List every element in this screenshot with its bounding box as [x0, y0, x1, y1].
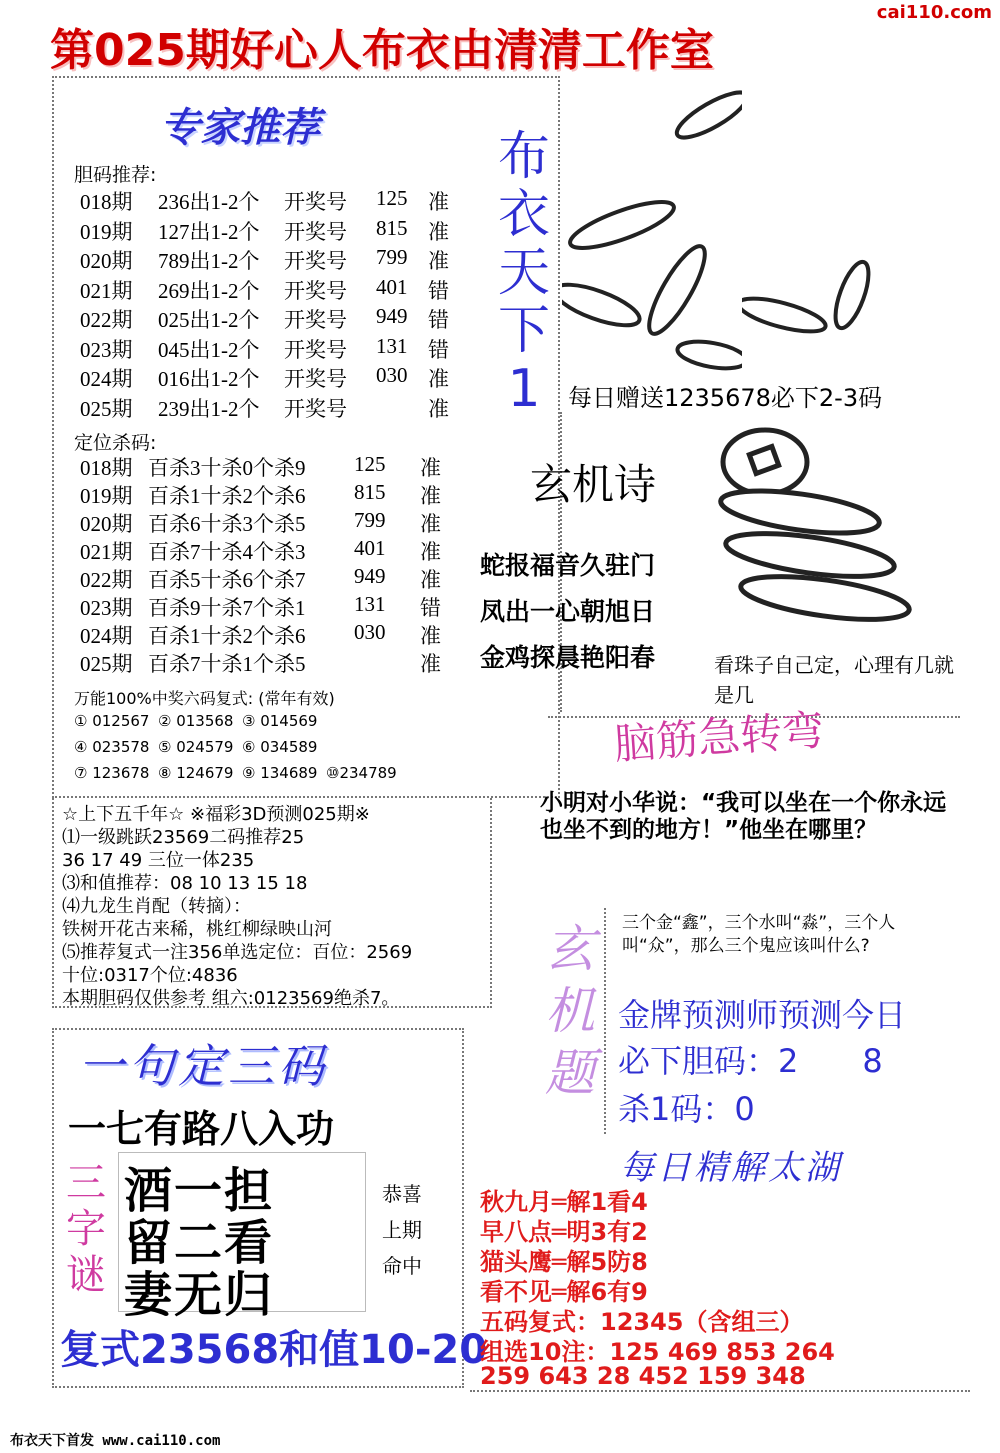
- gold-line-2: 必下胆码：2 8: [618, 1042, 883, 1080]
- footer-text: 布衣天下首发 www.cai110.com: [10, 1433, 221, 1449]
- result: 错: [420, 596, 441, 620]
- poem-line-3: 金鸡探晨艳阳春: [480, 643, 656, 672]
- pick: 025出1-2个: [158, 308, 260, 332]
- period: 022期: [80, 308, 133, 332]
- riddle-word-1: 酒一担: [124, 1163, 275, 1219]
- dan-row: [0, 363, 480, 391]
- combo-item: ⑥ 034589: [242, 738, 318, 756]
- result: 准: [420, 624, 441, 648]
- result: 准: [420, 540, 441, 564]
- period: 018期: [80, 190, 133, 214]
- result: 准: [428, 367, 449, 391]
- vertical-title-char: 天: [497, 243, 550, 303]
- kill-label: 定位杀码:: [74, 432, 157, 454]
- draw-label: 开奖号: [284, 396, 347, 421]
- history-line: 十位:0317个位:4836: [62, 965, 238, 986]
- combo-item: ② 013568: [158, 712, 234, 730]
- period: 023期: [80, 596, 133, 620]
- vertical-title-char: 下: [497, 301, 550, 361]
- result: 准: [428, 249, 449, 273]
- result: 错: [428, 308, 449, 332]
- mystery-label-char: 玄: [545, 920, 595, 978]
- draw-number: 131: [376, 333, 408, 358]
- poem-title: 玄机诗: [530, 460, 657, 509]
- riddle-label-char: 三: [66, 1160, 106, 1206]
- draw-number: 815: [354, 480, 386, 504]
- draw-number: 799: [354, 508, 386, 532]
- vertical-title-char: 衣: [497, 185, 550, 245]
- pick: 016出1-2个: [158, 367, 260, 391]
- result: 准: [420, 456, 441, 480]
- pick: 百杀3十杀0个杀9: [148, 456, 306, 480]
- draw-number: 949: [354, 564, 386, 588]
- brain-teaser-title: 脑筋急转弯: [612, 705, 826, 769]
- history-line: ⑷九龙生肖配（转摘）：: [62, 896, 251, 917]
- history-line: ☆上下五千年☆ ※福彩3D预测025期※: [62, 804, 370, 825]
- kill-row: [0, 592, 480, 620]
- period: 018期: [80, 456, 133, 480]
- period: 019期: [80, 219, 133, 244]
- brain-teaser-text: 小明对小华说：“我可以坐在一个你永远也坐不到的地方！”他坐在哪里？: [540, 790, 947, 843]
- combo-item: ⑩234789: [326, 764, 397, 782]
- daily-gift-text: 每日赠送1235678必下2-3码: [568, 384, 883, 412]
- period: 019期: [80, 484, 133, 508]
- result: 准: [420, 568, 441, 592]
- taihu-title: 每日精解太湖: [620, 1148, 842, 1188]
- dan-row: [0, 275, 480, 303]
- draw-number: 815: [376, 215, 408, 240]
- draw-number: 125: [354, 452, 386, 476]
- period: 023期: [80, 337, 133, 362]
- kill-row: [0, 508, 480, 536]
- pick: 百杀9十杀7个杀1: [148, 596, 306, 620]
- pick: 百杀7十杀4个杀3: [148, 540, 306, 564]
- dan-row: [0, 334, 480, 362]
- one-sentence-clue: 一七有路八入功: [68, 1107, 335, 1151]
- poem-line-1: 蛇报福音久驻门: [480, 551, 656, 580]
- mystery-label-char: 题: [545, 1044, 595, 1102]
- combo-sum-text: 复式23568和值10-20: [60, 1327, 488, 1373]
- taihu-line: 五码复式：12345（含组三）: [480, 1308, 804, 1336]
- one-sentence-title: 一句定三码: [78, 1039, 328, 1093]
- dan-label: 胆码推荐:: [74, 164, 157, 186]
- taihu-line: 看不见═解6有9: [480, 1278, 648, 1306]
- period: 025期: [80, 396, 133, 421]
- coin-stack-art: [710, 420, 960, 640]
- vertical-title-char: 布: [497, 127, 550, 187]
- kill-row: [0, 620, 480, 648]
- history-line: ⑶和值推荐：08 10 13 15 18: [62, 873, 308, 894]
- riddle-word-2: 留二看: [124, 1215, 275, 1271]
- period: 021期: [80, 540, 133, 564]
- draw-number: 401: [354, 536, 386, 560]
- draw-number: 125: [376, 186, 408, 210]
- history-line: ⑸推荐复式一注356单选定位：百位：2569: [62, 942, 413, 963]
- taihu-line: 早八点═明3有2: [480, 1218, 648, 1246]
- gold-line-1: 金牌预测师预测今日: [618, 996, 907, 1034]
- kill-row: [0, 452, 480, 480]
- combo-item: ③ 014569: [242, 712, 318, 730]
- pick: 789出1-2个: [158, 249, 260, 273]
- congrats-1: 恭喜: [382, 1182, 422, 1206]
- riddle-label-char: 谜: [66, 1252, 106, 1298]
- rice-grain-art: [562, 75, 742, 375]
- riddle-word-3: 妻无归: [124, 1267, 275, 1323]
- draw-label: 开奖号: [284, 308, 347, 332]
- period: 020期: [80, 249, 133, 273]
- draw-number: 949: [376, 304, 408, 328]
- taihu-line: 猫头鹰═解5防8: [480, 1248, 648, 1276]
- pick: 236出1-2个: [158, 190, 260, 214]
- gold-line-3: 杀1码：0: [618, 1090, 755, 1128]
- kill-row: [0, 564, 480, 592]
- combo-item: ⑤ 024579: [158, 738, 234, 756]
- taihu-line: 组选10注：125 469 853 264: [480, 1338, 835, 1366]
- dan-row: [0, 304, 480, 332]
- result: 错: [428, 337, 449, 362]
- result: 准: [420, 484, 441, 508]
- pick: 百杀1十杀2个杀6: [148, 624, 306, 648]
- pick: 百杀7十杀1个杀5: [148, 652, 306, 676]
- draw-number: 030: [376, 363, 408, 387]
- bead-note: 看珠子自己定，心理有几就是几: [714, 653, 954, 707]
- pick: 269出1-2个: [158, 278, 260, 303]
- expert-heading: 专家推荐: [160, 105, 320, 151]
- congrats-2: 上期: [382, 1218, 422, 1242]
- kill-row: [0, 480, 480, 508]
- draw-number: 401: [376, 274, 408, 299]
- history-line: 铁树开花古来稀，桃红柳绿映山河: [62, 919, 332, 940]
- history-line: 36 17 49 三位一体235: [62, 850, 255, 871]
- mystery-label: [540, 918, 600, 1104]
- kill-row: [0, 648, 480, 676]
- combo-item: ⑧ 124679: [158, 764, 234, 782]
- draw-label: 开奖号: [284, 367, 347, 391]
- result: 错: [428, 278, 449, 303]
- combo-item: ④ 023578: [74, 738, 150, 756]
- taihu-line: 秋九月═解1看4: [480, 1188, 648, 1216]
- riddle-label-char: 字: [66, 1206, 106, 1252]
- taihu-line: 259 643 28 452 159 348: [480, 1362, 806, 1390]
- draw-number: 131: [354, 592, 386, 616]
- rice-grain-art-2: [742, 255, 892, 375]
- char-riddle-text: 三个金“鑫”，三个水叫“淼”，三个人叫“众”，那么三个鬼应该叫什么?: [622, 913, 896, 956]
- pick: 百杀1十杀2个杀6: [148, 484, 306, 508]
- draw-label: 开奖号: [284, 249, 347, 273]
- result: 准: [428, 190, 449, 214]
- combo-item: ① 012567: [74, 712, 150, 730]
- history-line: 本期胆码仅供参考 组六:0123569绝杀7。: [62, 988, 400, 1009]
- draw-label: 开奖号: [284, 219, 347, 244]
- site-logo[interactable]: cai110.com: [876, 2, 992, 23]
- result: 准: [428, 219, 449, 244]
- period: 021期: [80, 278, 133, 303]
- mystery-label-char: 机: [545, 982, 595, 1040]
- poem-line-2: 凤出一心朝旭日: [480, 597, 656, 626]
- period: 025期: [80, 652, 133, 676]
- result: 准: [420, 652, 441, 676]
- result: 准: [428, 396, 449, 421]
- kill-row: [0, 536, 480, 564]
- pick: 百杀6十杀3个杀5: [148, 512, 306, 536]
- period: 020期: [80, 512, 133, 536]
- combo-item: ⑨ 134689: [242, 764, 318, 782]
- draw-label: 开奖号: [284, 190, 347, 214]
- dan-row: [0, 186, 480, 214]
- pick: 127出1-2个: [158, 219, 260, 244]
- dan-row: [0, 216, 480, 244]
- period: 022期: [80, 568, 133, 592]
- pick: 045出1-2个: [158, 337, 260, 362]
- draw-label: 开奖号: [284, 337, 347, 362]
- draw-label: 开奖号: [284, 278, 347, 303]
- pick: 239出1-2个: [158, 396, 260, 421]
- combo-label: 万能100%中奖六码复式: (常年有效): [74, 689, 335, 708]
- period: 024期: [80, 624, 133, 648]
- page-title: 第025期好心人布衣由清清工作室: [50, 25, 714, 72]
- period: 024期: [80, 367, 133, 391]
- dan-row: [0, 393, 480, 421]
- history-line: ⑴一级跳跃23569二码推荐25: [62, 827, 305, 848]
- vertical-title: [492, 128, 556, 418]
- combo-item: ⑦ 123678: [74, 764, 150, 782]
- congrats-3: 命中: [382, 1254, 422, 1278]
- vertical-title-char: 1: [507, 359, 541, 419]
- result: 准: [420, 512, 441, 536]
- draw-number: 030: [354, 620, 386, 644]
- dan-row: [0, 245, 480, 273]
- draw-number: 799: [376, 245, 408, 269]
- three-char-riddle-label: [60, 1160, 112, 1298]
- pick: 百杀5十杀6个杀7: [148, 568, 306, 592]
